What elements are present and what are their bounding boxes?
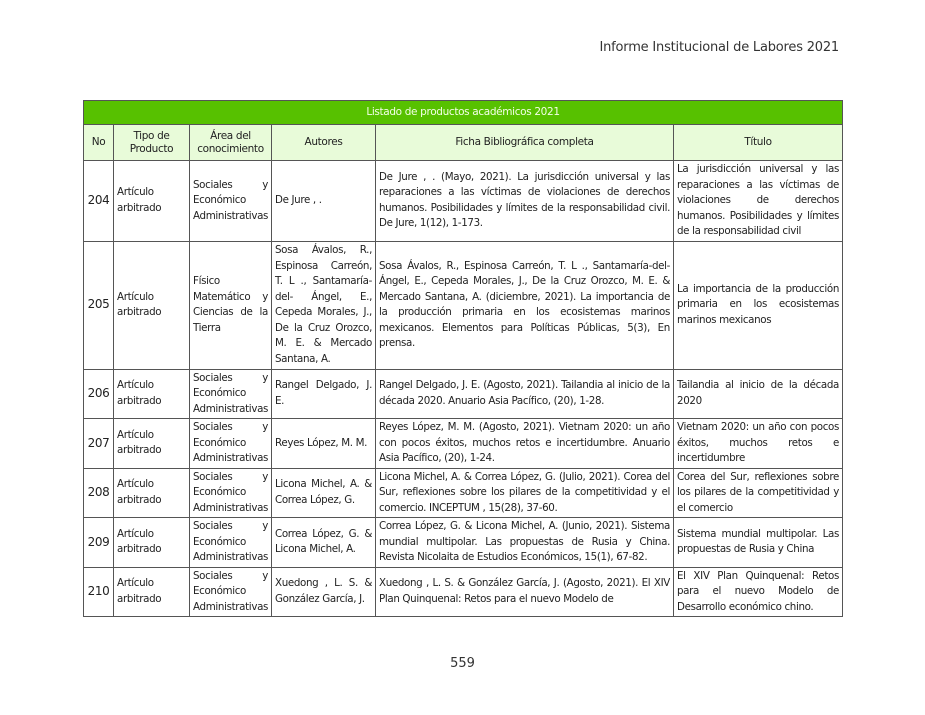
column-header-tipo: Tipo de Producto [114,125,190,161]
cell-ficha: Xuedong , L. S. & González García, J. (Agosto, 2021). El XIV Plan Quinquenal: Retos para el nuevo Modelo de [376,567,674,617]
cell-titulo: Sistema mundial multipolar. Las propuestas de Rusia y China [674,518,843,568]
table-row [84,567,843,617]
table-row [84,518,843,568]
cell-tipo: Artículo arbitrado [114,468,190,518]
cell-tipo: Artículo arbitrado [114,369,190,419]
cell-ficha: De Jure , . (Mayo, 2021). La jurisdicción universal y las reparaciones a las víctimas de violaciones de derechos humanos. Posibilidades y límites de la responsabilidad civil. De Jure, 1(12), 1-173. [376,161,674,242]
cell-titulo: La importancia de la producción primaria en los ecosistemas marinos mexicanos [674,241,843,369]
cell-titulo: El XIV Plan Quinquenal: Retos para el nuevo Modelo de Desarrollo económico chino. [674,567,843,617]
cell-no: 207 [84,419,114,469]
column-header-no: No [84,125,114,161]
cell-tipo: Artículo arbitrado [114,241,190,369]
cell-ficha: Licona Michel, A. & Correa López, G. (Julio, 2021). Corea del Sur, reflexiones sobre los pilares de la competitividad y el comercio. INCEPTUM , 15(28), 37-60. [376,468,674,518]
cell-tipo: Artículo arbitrado [114,161,190,242]
cell-area: Físico Matemático y Ciencias de la Tierra [190,241,272,369]
table-title-row [84,101,843,125]
cell-autores: Correa López, G. & Licona Michel, A. [272,518,376,568]
cell-titulo: Corea del Sur, reflexiones sobre los pilares de la competitividad y el comercio [674,468,843,518]
cell-autores: De Jure , . [272,161,376,242]
column-header-ficha: Ficha Bibliográfica completa [376,125,674,161]
cell-area: Sociales y Económico Administrativas [190,567,272,617]
running-header: Informe Institucional de Labores 2021 [599,40,839,55]
cell-titulo: La jurisdicción universal y las reparaciones a las víctimas de violaciones de derechos humanos. Posibilidades y límites de la responsabilidad civil [674,161,843,242]
cell-autores: Licona Michel, A. & Correa López, G. [272,468,376,518]
cell-area: Sociales y Económico Administrativas [190,419,272,469]
cell-no: 204 [84,161,114,242]
cell-autores: Sosa Ávalos, R., Espinosa Carreón, T. L ., Santamaría-del- Ángel, E., Cepeda Morales, J., De la Cruz Orozco, M. E. & Mercado Santana, A. [272,241,376,369]
column-header-area: Área del conocimiento [190,125,272,161]
table-row [84,419,843,469]
cell-autores: Xuedong , L. S. & González García, J. [272,567,376,617]
cell-no: 208 [84,468,114,518]
cell-no: 210 [84,567,114,617]
table-row [84,241,843,369]
cell-ficha: Sosa Ávalos, R., Espinosa Carreón, T. L ., Santamaría-del-Ángel, E., Cepeda Morales, J., De la Cruz Orozco, M. E. & Mercado Santana, A. (diciembre, 2021). La importancia de la producción primaria en los ecosistemas marinos mexicanos. Elementos para Políticas Públicas, 5(3), En prensa. [376,241,674,369]
cell-tipo: Artículo arbitrado [114,518,190,568]
cell-ficha: Reyes López, M. M. (Agosto, 2021). Vietnam 2020: un año con pocos éxitos, muchos retos e incertidumbre. Anuario Asia Pacífico, (20), 1-24. [376,419,674,469]
table-row [84,468,843,518]
table-header-row [84,125,843,161]
cell-area: Sociales y Económico Administrativas [190,518,272,568]
cell-ficha: Correa López, G. & Licona Michel, A. (Junio, 2021). Sistema mundial multipolar. Las propuestas de Rusia y China. Revista Nicolaita de Estudios Económicos, 15(1), 67-82. [376,518,674,568]
cell-tipo: Artículo arbitrado [114,419,190,469]
cell-area: Sociales y Económico Administrativas [190,468,272,518]
table-title: Listado de productos académicos 2021 [84,101,843,125]
cell-no: 209 [84,518,114,568]
cell-autores: Rangel Delgado, J. E. [272,369,376,419]
cell-autores: Reyes López, M. M. [272,419,376,469]
cell-titulo: Tailandia al inicio de la década 2020 [674,369,843,419]
table-row [84,161,843,242]
column-header-titulo: Título [674,125,843,161]
products-table [83,100,843,617]
cell-tipo: Artículo arbitrado [114,567,190,617]
cell-titulo: Vietnam 2020: un año con pocos éxitos, muchos retos e incertidumbre [674,419,843,469]
cell-no: 206 [84,369,114,419]
column-header-autores: Autores [272,125,376,161]
table-row [84,369,843,419]
cell-area: Sociales y Económico Administrativas [190,369,272,419]
page-number: 559 [450,656,475,671]
cell-no: 205 [84,241,114,369]
cell-ficha: Rangel Delgado, J. E. (Agosto, 2021). Tailandia al inicio de la década 2020. Anuario Asia Pacífico, (20), 1-28. [376,369,674,419]
cell-area: Sociales y Económico Administrativas [190,161,272,242]
